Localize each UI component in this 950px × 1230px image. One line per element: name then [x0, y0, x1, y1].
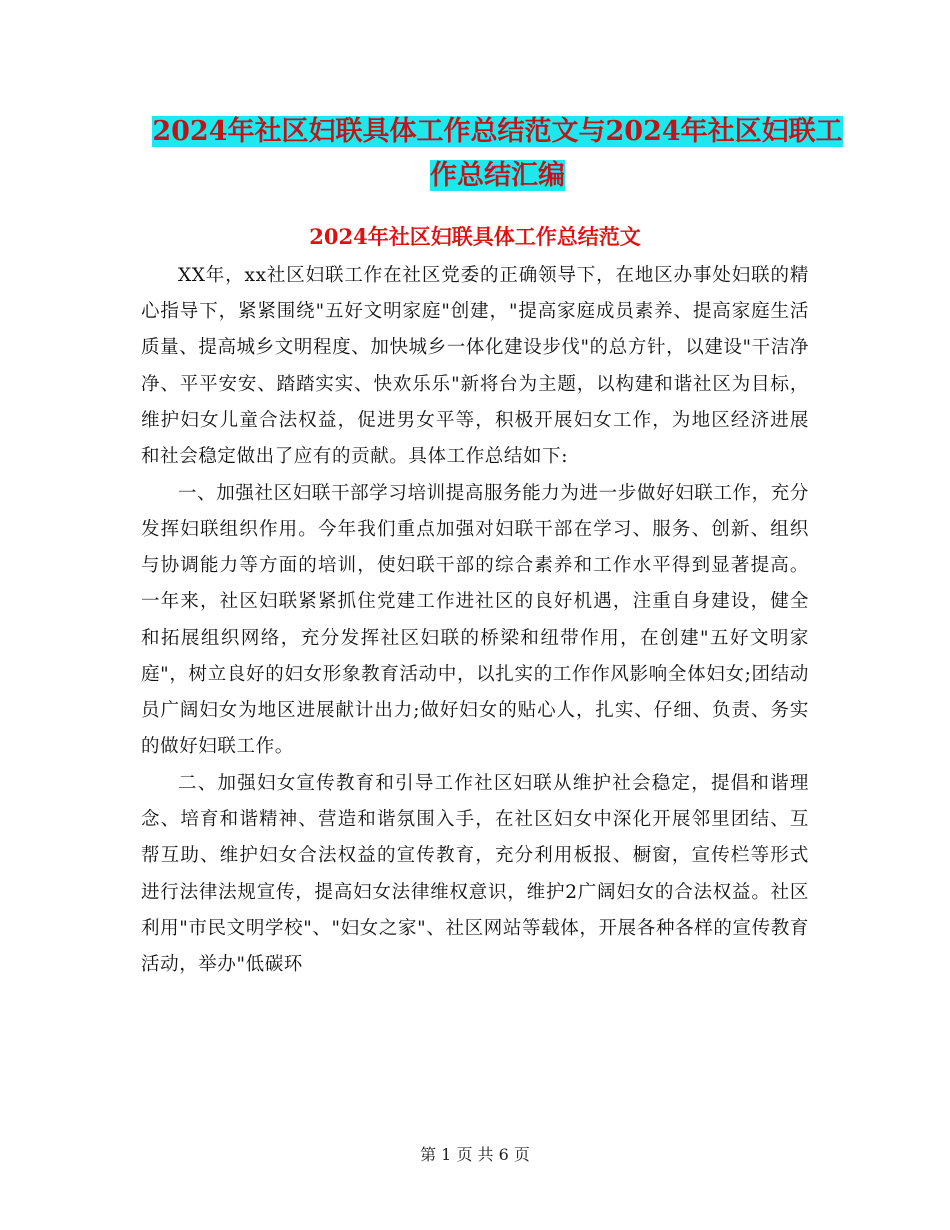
- paragraph-intro: XX年，xx社区妇联工作在社区党委的正确领导下，在地区办事处妇联的精心指导下，紧紧围绕"五好文明家庭"创建，"提高家庭成员素养、提高家庭生活质量、提高城乡文明程度、加快城乡一体化建设步伐"的总方针，以建设"干洁净净、平平安安、踏踏实实、快欢乐乐"新将台为主题，以构建和谐社区为目标，维护妇女儿童合法权益，促进男女平等，积极开展妇女工作，为地区经济进展和社会稳定做出了应有的贡献。具体工作总结如下:: [141, 265, 809, 468]
- paragraph-section-2: 二、加强妇女宣传教育和引导工作社区妇联从维护社会稳定，提倡和谐理念、培育和谐精神、营造和谐氛围入手，在社区妇女中深化开展邻里团结、互帮互助、维护妇女合法权益的宣传教育，充分利用板报、橱窗，宣传栏等形式进行法律法规宣传，提高妇女法律维权意识，维护2广阔妇女的合法权益。社区利用"市民文明学校"、"妇女之家"、社区网站等载体，开展各种各样的宣传教育活动，举办"低碳环: [141, 773, 809, 976]
- section-title: 2024年社区妇联具体工作总结范文: [309, 224, 641, 249]
- paragraph-section-1: 一、加强社区妇联干部学习培训提高服务能力为进一步做好妇联工作，充分发挥妇联组织作用。今年我们重点加强对妇联干部在学习、服务、创新、组织与协调能力等方面的培训，使妇联干部的综合素养和工作水平得到显著提高。一年来，社区妇联紧紧抓住党建工作进社区的良好机遇，注重自身建设，健全和拓展组织网络，充分发挥社区妇联的桥梁和纽带作用，在创建"五好文明家庭"，树立良好的妇女形象教育活动中，以扎实的工作作风影响全体妇女;团结动员广阔妇女为地区进展献计出力;做好妇女的贴心人，扎实、仔细、负责、务实的做好妇联工作。: [141, 482, 809, 758]
- document-title: [140, 110, 855, 198]
- document-title-text: 2024年社区妇联具体工作总结范文与2024年社区妇联工作总结汇编: [152, 116, 843, 191]
- page-footer: 第 1 页 共 6 页: [420, 1145, 530, 1164]
- document-body: [141, 258, 809, 983]
